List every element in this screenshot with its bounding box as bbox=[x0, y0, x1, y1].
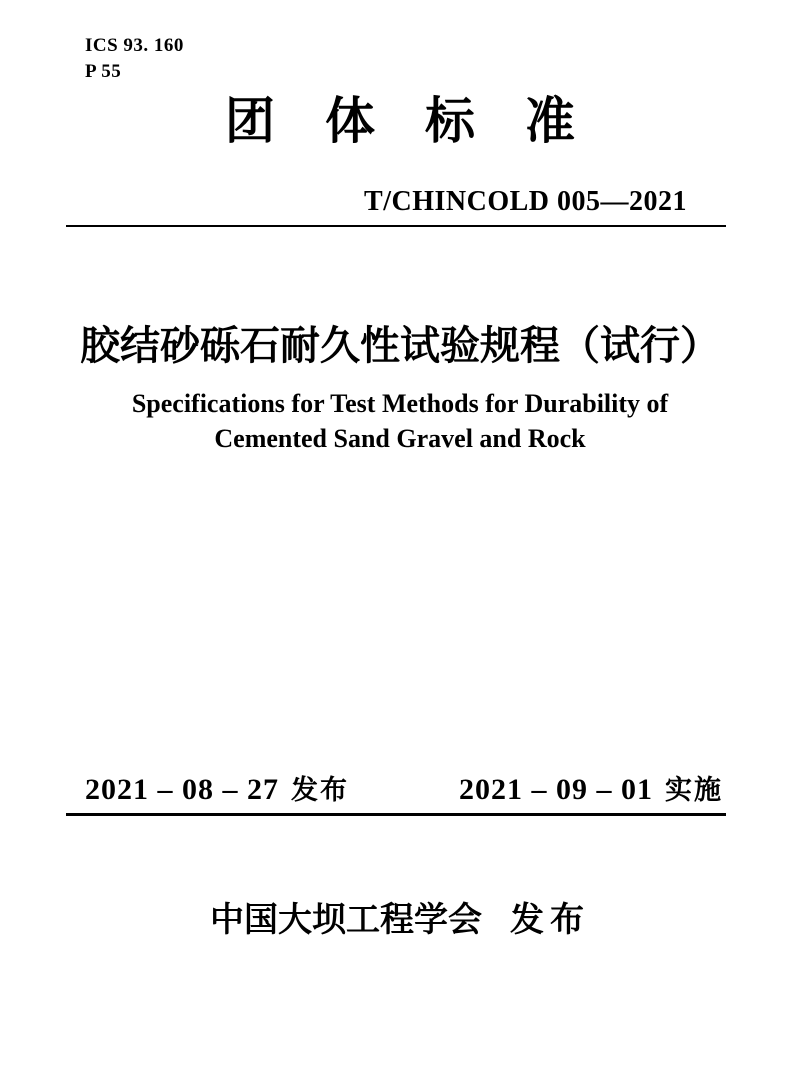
issue-date-group bbox=[85, 768, 349, 807]
title-english-line2: Cemented Sand Gravel and Rock bbox=[214, 424, 586, 453]
ics-code: ICS 93. 160 bbox=[85, 35, 184, 56]
doc-type-heading: 团体标准 bbox=[225, 93, 625, 149]
implement-date-group bbox=[459, 768, 723, 807]
header-rule bbox=[66, 225, 726, 227]
title-english bbox=[0, 386, 800, 456]
standard-number: T/CHINCOLD 005—2021 bbox=[364, 186, 687, 217]
dates-row bbox=[0, 768, 800, 804]
publisher-name: 中国大坝工程学会 bbox=[210, 902, 482, 939]
doc-type-heading-row bbox=[0, 95, 800, 160]
implement-date: 2021 – 09 – 01 bbox=[459, 773, 653, 806]
implement-label: 实施 bbox=[665, 775, 723, 805]
publisher-row bbox=[0, 900, 800, 942]
title-chinese: 胶结砂砾石耐久性试验规程（试行） bbox=[80, 324, 720, 368]
title-english-line1: Specifications for Test Methods for Durability of bbox=[131, 389, 669, 418]
ics-block bbox=[85, 33, 184, 85]
footer-rule bbox=[66, 813, 726, 816]
issue-label: 发布 bbox=[291, 775, 349, 805]
issue-date: 2021 – 08 – 27 bbox=[85, 773, 279, 806]
classification-code: P 55 bbox=[85, 61, 122, 82]
publisher-action: 发布 bbox=[510, 902, 590, 939]
